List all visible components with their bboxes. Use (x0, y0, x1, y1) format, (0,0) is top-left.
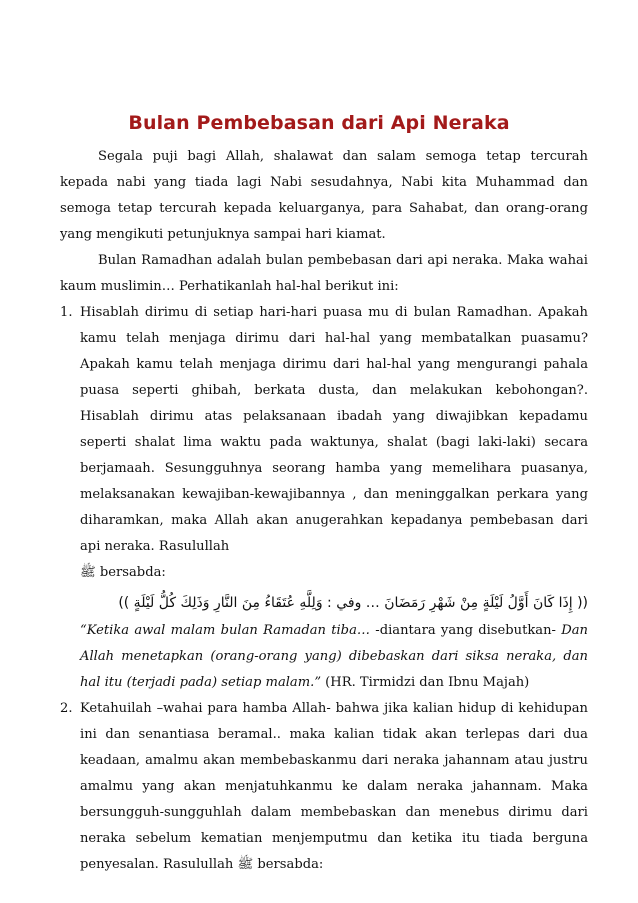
list-number: 2. (60, 701, 73, 716)
list-item-ending: bersabda: (257, 857, 324, 872)
saw-symbol-icon: ﷺ (80, 565, 96, 580)
list-item-text (80, 696, 588, 878)
intro-paragraph-2: Bulan Ramadhan adalah bulan pembebasan dari api neraka. Maka wahai kaum muslimin… Perhatikanlah hal-hal berikut ini: (60, 253, 588, 294)
translation-aside: -diantara yang disebutkan- (369, 623, 562, 638)
list-number: 1. (60, 305, 73, 320)
numbered-list (60, 300, 588, 878)
list-item-text (80, 300, 588, 586)
arabic-hadith-text: (( إِذَا كَانَ أَوَّلُ لَيْلَةٍ مِنْ شَهْرِ رَمَضَانَ … وفي : وَلِلَّهِ عُتَقَاءُ مِنَ النَّارِ وَذَلِكَ كُلُّ لَيْلَةٍ )) (118, 595, 588, 611)
list-item-2 (60, 696, 588, 878)
hadith-translation (80, 618, 588, 696)
page-title: Bulan Pembebasan dari Api Neraka (128, 112, 510, 134)
intro-paragraph-1: Segala puji bagi Allah, shalawat dan salam semoga tetap tercurah kepada nabi yang tiada lagi Nabi sesudahnya, Nabi kita Muhammad dan semoga tetap tercurah kepada keluarganya, para Sahabat, dan orang-orang yang mengikuti petunjuknya sampai hari kiamat. (60, 149, 588, 242)
translation-main: Dan Allah menetapkan (orang-orang yang) dibebaskan dari siksa neraka, dan hal itu (terjadi pada) setiap malam.” (80, 623, 588, 690)
saw-symbol-icon: ﷺ (237, 857, 254, 872)
list-item-body: Ketahuilah –wahai para hamba Allah- bahwa jika kalian hidup di kehidupan ini dan senantiasa beramal.. maka kalian tidak akan terlepas dari dua keadaan, amalmu akan membebaskanmu dari neraka jahannam atau justru amalmu yang akan menjatuhkanmu ke dalam neraka jahannam. Maka bersungguh-sungguhlah dalam membebaskan dan menebus dirimu dari neraka sebelum kematian menjemputmu dan ketika itu tiada berguna penyesalan. Rasulullah (80, 701, 588, 872)
list-item-ending: bersabda: (99, 565, 166, 580)
translation-opening: “Ketika awal malam bulan Ramadan tiba… (80, 623, 370, 638)
document-body (60, 144, 588, 878)
hadith-source: (HR. Tirmidzi dan Ibnu Majah) (321, 675, 530, 690)
list-item-body: Hisablah dirimu di setiap hari-hari puasa mu di bulan Ramadhan. Apakah kamu telah menjaga dirimu dari hal-hal yang membatalkan puasamu? Apakah kamu telah menjaga dirimu dari hal-hal yang mengurangi pahala puasa seperti ghibah, berkata dusta, dan melakukan kebohongan?. Hisablah dirimu atas pelaksanaan ibadah yang diwajibkan kepadamu seperti shalat lima waktu pada waktunya, shalat (bagi laki-laki) secara berjamaah. Sesungguhnya seorang hamba yang memelihara puasanya, melaksanakan kewajiban-kewajibannya , dan meninggalkan perkara yang diharamkan, maka Allah akan anugerahkan kepadanya pembebasan dari api neraka. Rasulullah (80, 305, 588, 554)
list-item-1 (60, 300, 588, 696)
